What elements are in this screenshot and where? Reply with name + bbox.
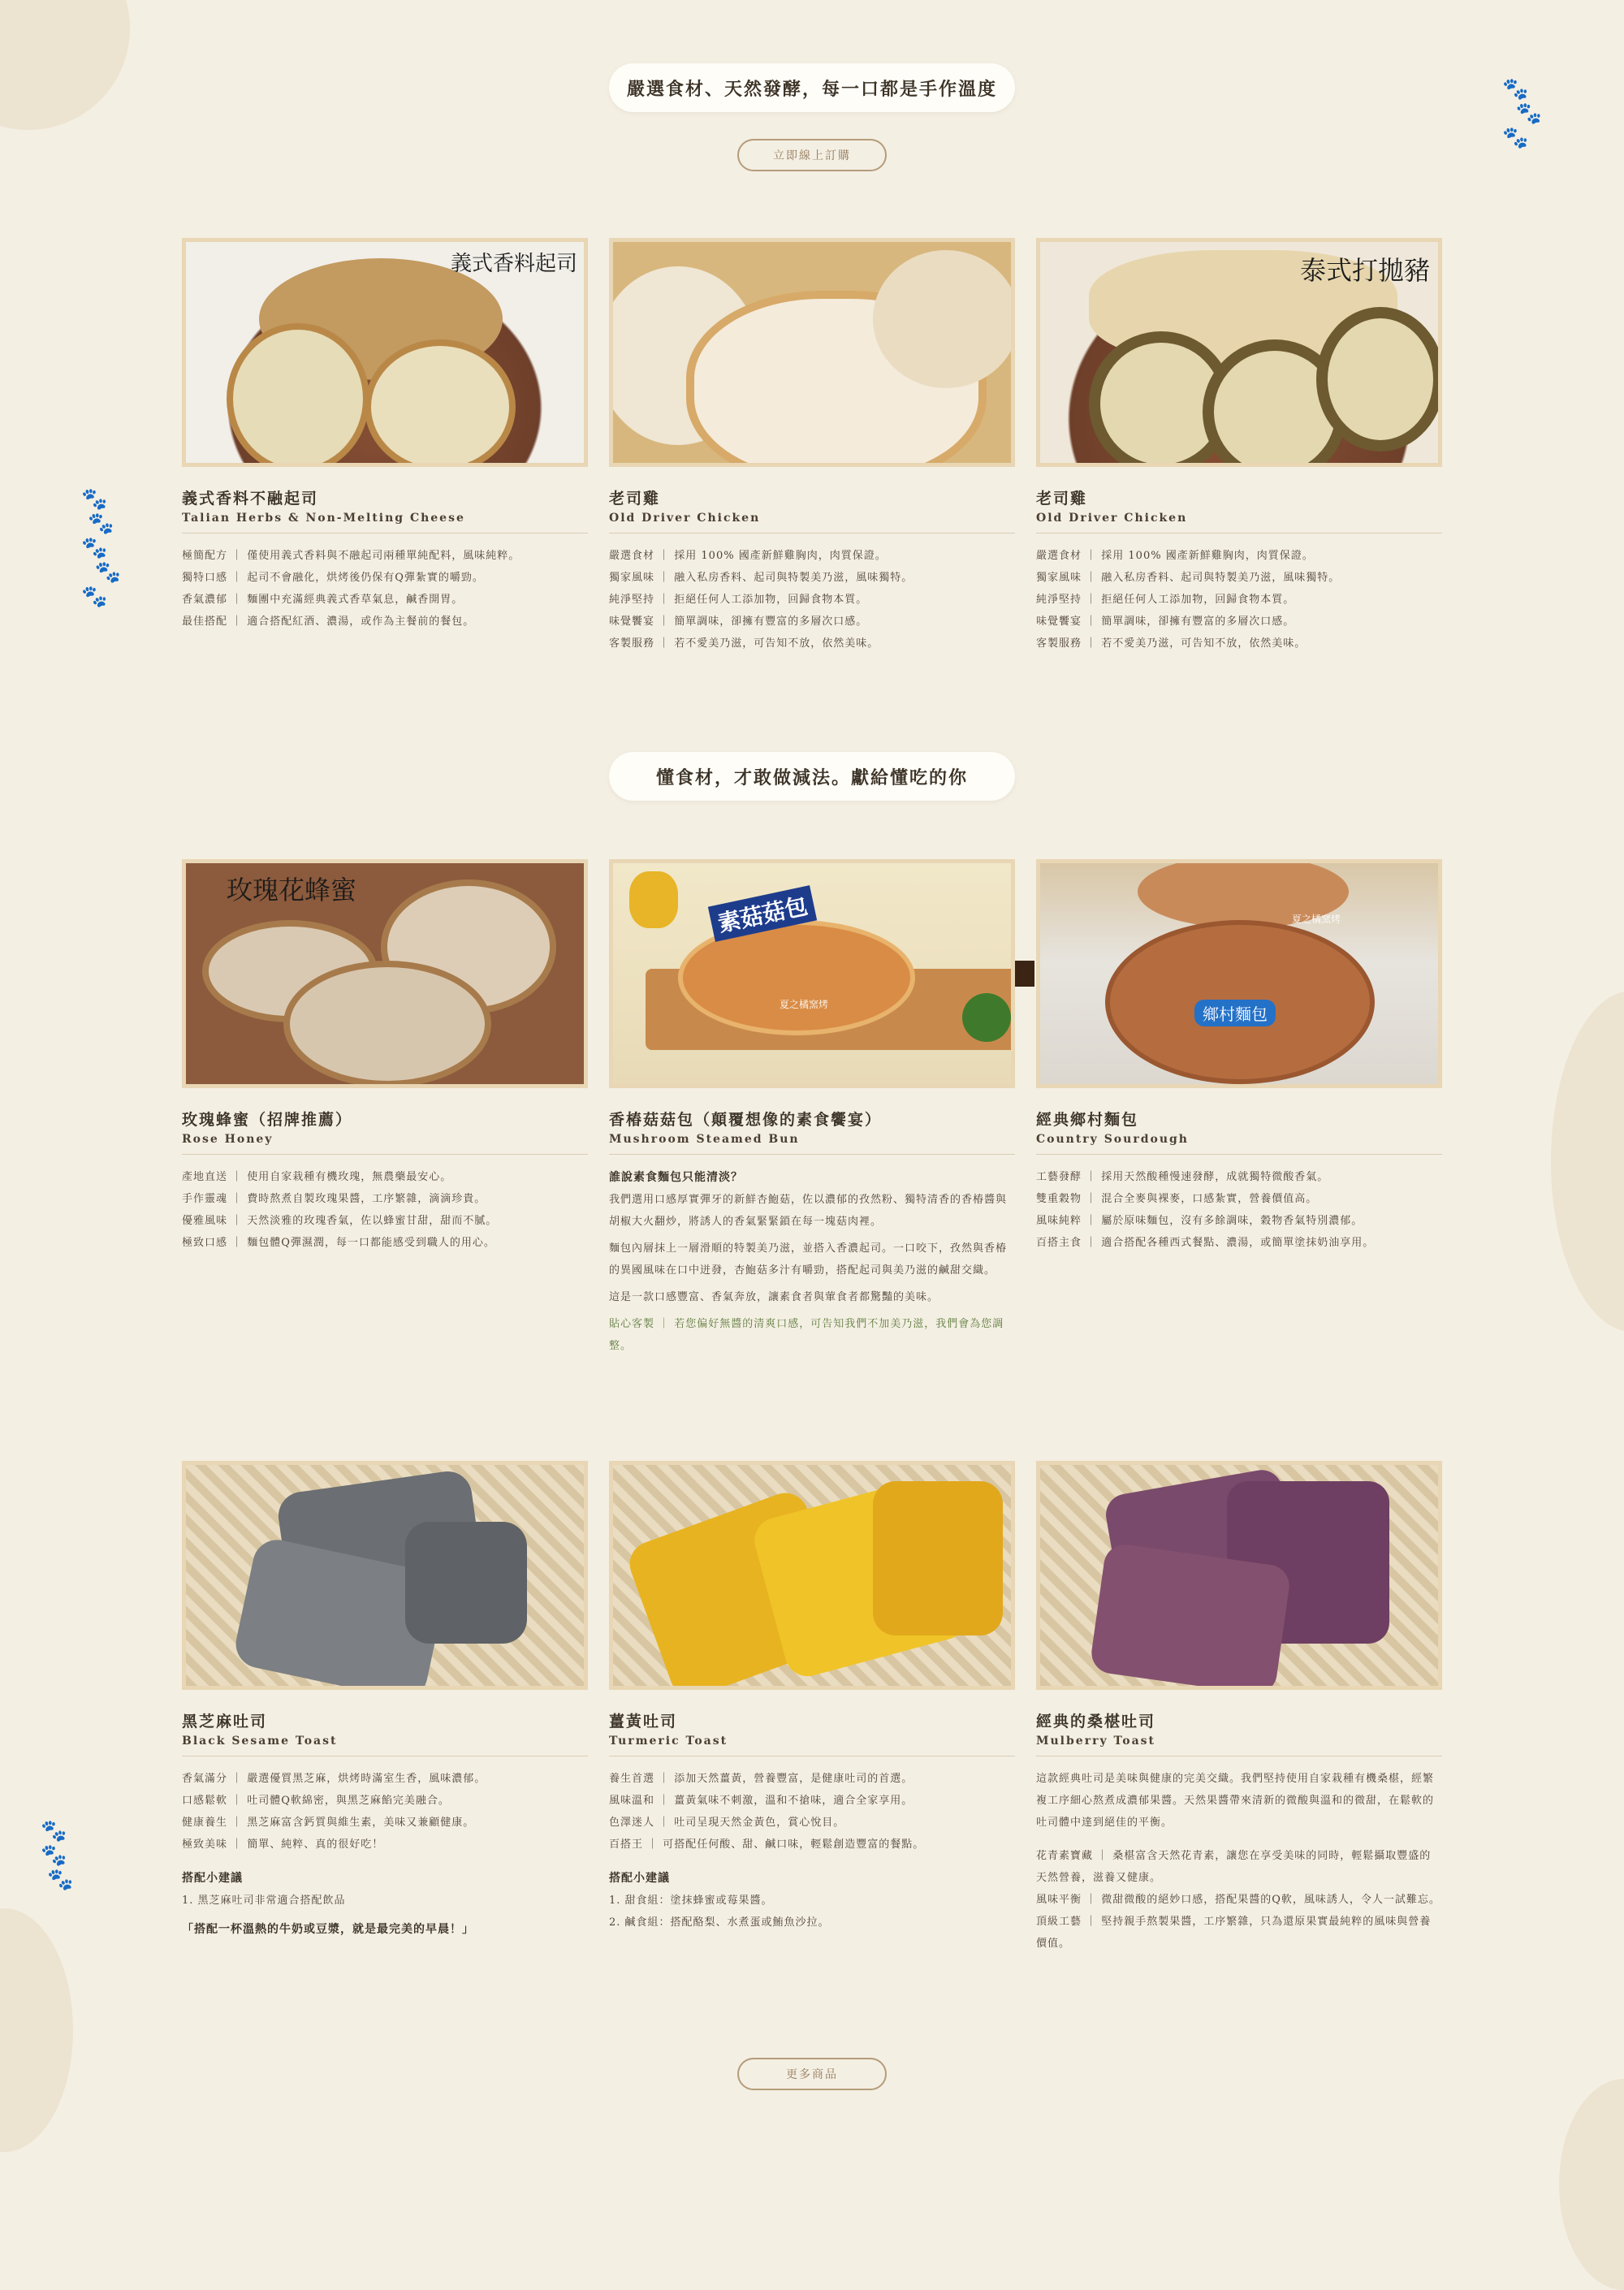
product-photo	[609, 238, 1015, 467]
product-card[interactable]	[182, 238, 588, 633]
feature-line: 獨家風味 ｜ 融入私房香料、起司與特製美乃滋，風味獨特。	[1036, 572, 1341, 584]
paw-prints-icon: 🐾 🐾 🐾	[41, 1819, 74, 1892]
question-heading: 誰說素食麵包只能清淡？	[609, 1171, 743, 1184]
feature-line: 極致美味 ｜ 簡單、純粹、真的很好吃！	[182, 1838, 384, 1851]
feature-line: 花青素寶藏 ｜ 桑椹富含天然花青素，讓您在享受美味的同時，輕鬆攝取豐盛的天然營養，滋養又健康。	[1036, 1850, 1432, 1884]
product-subtitle: Country Sourdough	[1036, 1133, 1189, 1146]
background-blob	[0, 0, 130, 130]
product-card[interactable]	[182, 859, 588, 1254]
intro-paragraph: 這款經典吐司是美味與健康的完美交織。我們堅持使用自家栽種有機桑椹，經繁複工序細心熬煮成濃郁果醬。天然果醬帶來清新的微酸與溫和的微甜，在鬆軟的吐司體中達到絕佳的平衡。	[1036, 1773, 1435, 1829]
product-subtitle: Mulberry Toast	[1036, 1735, 1156, 1748]
photo-label: 素菇菇包	[708, 885, 817, 942]
feature-line: 優雅風味 ｜ 天然淡雅的玫瑰香氣，佐以蜂蜜甘甜，甜而不膩。	[182, 1215, 498, 1227]
product-photo	[182, 1461, 588, 1690]
product-card[interactable]	[609, 859, 1015, 1362]
feature-line: 獨家風味 ｜ 融入私房香料、起司與特製美乃滋，風味獨特。	[609, 572, 914, 584]
product-title: 香椿菇菇包（顛覆想像的素食饗宴）	[609, 1111, 883, 1129]
custom-note: 貼心客製 ｜ 若您偏好無醬的清爽口感，可告知我們不加美乃滋，我們會為您調整。	[609, 1318, 1004, 1352]
product-subtitle: Black Sesame Toast	[182, 1735, 338, 1748]
photo-label: 玫瑰花蜂蜜	[227, 875, 357, 905]
product-photo	[182, 238, 588, 467]
product-card[interactable]	[182, 1461, 588, 1941]
divider	[1036, 1154, 1442, 1155]
product-subtitle: Mushroom Steamed Bun	[609, 1133, 800, 1146]
product-card[interactable]	[1036, 859, 1442, 1254]
product-title: 經典鄉村麵包	[1036, 1111, 1139, 1129]
description-paragraph: 這是一款口感豐富、香氣奔放，讓素食者與葷食者都驚豔的美味。	[609, 1291, 939, 1303]
feature-line: 獨特口感 ｜ 起司不會融化，烘烤後仍保有Q彈紮實的嚼勁。	[182, 572, 484, 584]
divider	[1036, 533, 1442, 534]
tip-item: 1. 甜食組：塗抹蜂蜜或莓果醬。	[609, 1895, 773, 1907]
tip-item: 1. 黑芝麻吐司非常適合搭配飲品	[182, 1895, 346, 1907]
feature-line: 百搭王 ｜ 可搭配任何酸、甜、鹹口味，輕鬆創造豐富的餐點。	[609, 1838, 925, 1851]
feature-line: 工藝發酵 ｜ 採用天然酸種慢速發酵，成就獨特微酸香氣。	[1036, 1171, 1329, 1183]
product-title: 老司雞	[609, 490, 661, 508]
feature-line: 風味純粹 ｜ 屬於原味麵包，沒有多餘調味，穀物香氣特別濃郁。	[1036, 1215, 1363, 1227]
product-title: 玫瑰蜂蜜（招牌推薦）	[182, 1111, 353, 1129]
feature-line: 味覺饗宴 ｜ 簡單調味，卻擁有豐富的多層次口感。	[1036, 616, 1295, 628]
divider	[609, 533, 1015, 534]
product-title: 黑芝麻吐司	[182, 1713, 268, 1730]
background-blob	[1551, 991, 1624, 1332]
tip-item: 2. 鹹食組：搭配酪梨、水煮蛋或鮪魚沙拉。	[609, 1916, 830, 1929]
tips-heading: 搭配小建議	[182, 1872, 243, 1885]
feature-line: 產地直送 ｜ 使用自家栽種有機玫瑰，無農藥最安心。	[182, 1171, 452, 1183]
product-photo	[1036, 1461, 1442, 1690]
watermark: 夏之橘窯烤	[780, 999, 829, 1010]
section1-banner: 嚴選食材、天然發酵，每一口都是手作溫度	[609, 63, 1015, 112]
feature-line: 嚴選食材 ｜ 採用 100% 國產新鮮雞胸肉，肉質保證。	[1036, 550, 1314, 562]
product-photo	[1036, 859, 1442, 1088]
slider-marker	[1015, 961, 1034, 987]
product-photo	[609, 1461, 1015, 1690]
feature-line: 手作靈魂 ｜ 費時熬煮自製玫瑰果醬，工序繁雜，滴滴珍貴。	[182, 1193, 486, 1205]
feature-line: 味覺饗宴 ｜ 簡單調味，卻擁有豐富的多層次口感。	[609, 616, 868, 628]
feature-line: 極致口感 ｜ 麵包體Q彈濕潤，每一口都能感受到職人的用心。	[182, 1237, 495, 1249]
feature-line: 最佳搭配 ｜ 適合搭配紅酒、濃湯，或作為主餐前的餐包。	[182, 616, 475, 628]
tips-heading: 搭配小建議	[609, 1872, 670, 1885]
feature-line: 純淨堅持 ｜ 拒絕任何人工添加物，回歸食物本質。	[1036, 594, 1295, 606]
feature-line: 香氣滿分 ｜ 嚴選優質黑芝麻，烘烤時滿室生香，風味濃郁。	[182, 1773, 486, 1785]
product-photo	[609, 859, 1015, 1088]
section2-banner: 懂食材，才敢做減法。獻給懂吃的你	[609, 752, 1015, 801]
feature-line: 風味平衡 ｜ 微甜微酸的絕妙口感，搭配果醬的Q軟，風味誘人，令人一試難忘。	[1036, 1894, 1440, 1906]
feature-line: 百搭主食 ｜ 適合搭配各種西式餐點、濃湯，或簡單塗抹奶油享用。	[1036, 1237, 1375, 1249]
photo-label: 泰式打拋豬	[1299, 255, 1430, 286]
paw-prints-icon: 🐾 🐾 🐾	[1502, 77, 1542, 150]
feature-line: 養生首選 ｜ 添加天然薑黃，營養豐富，是健康吐司的首選。	[609, 1773, 914, 1785]
product-photo	[182, 859, 588, 1088]
product-title: 義式香料不融起司	[182, 490, 319, 508]
paw-prints-icon: 🐾 🐾 🐾 🐾 🐾	[81, 487, 121, 609]
product-photo	[1036, 238, 1442, 467]
product-title: 經典的桑椹吐司	[1036, 1713, 1156, 1730]
photo-label: 義式香料起司	[450, 252, 577, 276]
divider	[182, 1154, 588, 1155]
feature-line: 口感鬆軟 ｜ 吐司體Q軟綿密，與黑芝麻餡完美融合。	[182, 1795, 450, 1807]
feature-line: 雙重穀物 ｜ 混合全麥與裸麥，口感紮實，營養價值高。	[1036, 1193, 1318, 1205]
order-online-button[interactable]: 立即線上訂購	[737, 139, 887, 171]
feature-line: 極簡配方 ｜ 僅使用義式香料與不融起司兩種單純配料，風味純粹。	[182, 550, 520, 562]
watermark: 夏之橘窯烤	[1292, 914, 1341, 925]
feature-line: 客製服務 ｜ 若不愛美乃滋，可告知不放，依然美味。	[609, 637, 879, 650]
feature-line: 香氣濃郁 ｜ 麵團中充滿經典義式香草氣息，鹹香開胃。	[182, 594, 464, 606]
feature-line: 純淨堅持 ｜ 拒絕任何人工添加物，回歸食物本質。	[609, 594, 868, 606]
photo-label: 鄉村麵包	[1194, 1000, 1276, 1026]
product-title: 老司雞	[1036, 490, 1088, 508]
feature-line: 健康養生 ｜ 黑芝麻富含鈣質與維生素，美味又兼顧健康。	[182, 1817, 475, 1829]
background-blob	[1559, 2079, 1624, 2290]
feature-line: 嚴選食材 ｜ 採用 100% 國產新鮮雞胸肉，肉質保證。	[609, 550, 887, 562]
product-subtitle: Old Driver Chicken	[1036, 512, 1188, 525]
product-subtitle: Talian Herbs & Non-Melting Cheese	[182, 512, 465, 525]
more-products-button[interactable]: 更多商品	[737, 2058, 887, 2090]
product-subtitle: Old Driver Chicken	[609, 512, 761, 525]
feature-line: 色澤迷人 ｜ 吐司呈現天然金黃色，賞心悅目。	[609, 1817, 845, 1829]
divider	[609, 1154, 1015, 1155]
product-card[interactable]	[609, 1461, 1015, 1934]
feature-line: 頂級工藝 ｜ 堅持親手熬製果醬，工序繁雜，只為還原果實最純粹的風味與營養價值。	[1036, 1916, 1432, 1950]
feature-line: 風味溫和 ｜ 薑黃氣味不刺激，溫和不搶味，適合全家享用。	[609, 1795, 914, 1807]
product-subtitle: Turmeric Toast	[609, 1735, 728, 1748]
product-card[interactable]	[609, 238, 1015, 655]
description-paragraph: 麵包內層抹上一層滑順的特製美乃滋，並搭入香濃起司。一口咬下，孜然與香椿的異國風味在口中迸發，杏鮑菇多汁有嚼勁，搭配起司與美乃滋的鹹甜交織。	[609, 1242, 1008, 1277]
product-title: 薑黃吐司	[609, 1713, 678, 1730]
product-card[interactable]	[1036, 1461, 1442, 1955]
serving-quote: 「搭配一杯溫熱的牛奶或豆漿，就是最完美的早晨！」	[182, 1923, 474, 1936]
feature-line: 客製服務 ｜ 若不愛美乃滋，可告知不放，依然美味。	[1036, 637, 1307, 650]
product-card[interactable]	[1036, 238, 1442, 655]
background-blob	[0, 1908, 73, 2152]
description-paragraph: 我們選用口感厚實彈牙的新鮮杏鮑菇，佐以濃郁的孜然粉、獨特清香的香椿醬與胡椒大火翻炒，將誘人的香氣緊緊鎖在每一塊菇肉裡。	[609, 1194, 1008, 1228]
product-subtitle: Rose Honey	[182, 1133, 274, 1146]
divider	[182, 533, 588, 534]
